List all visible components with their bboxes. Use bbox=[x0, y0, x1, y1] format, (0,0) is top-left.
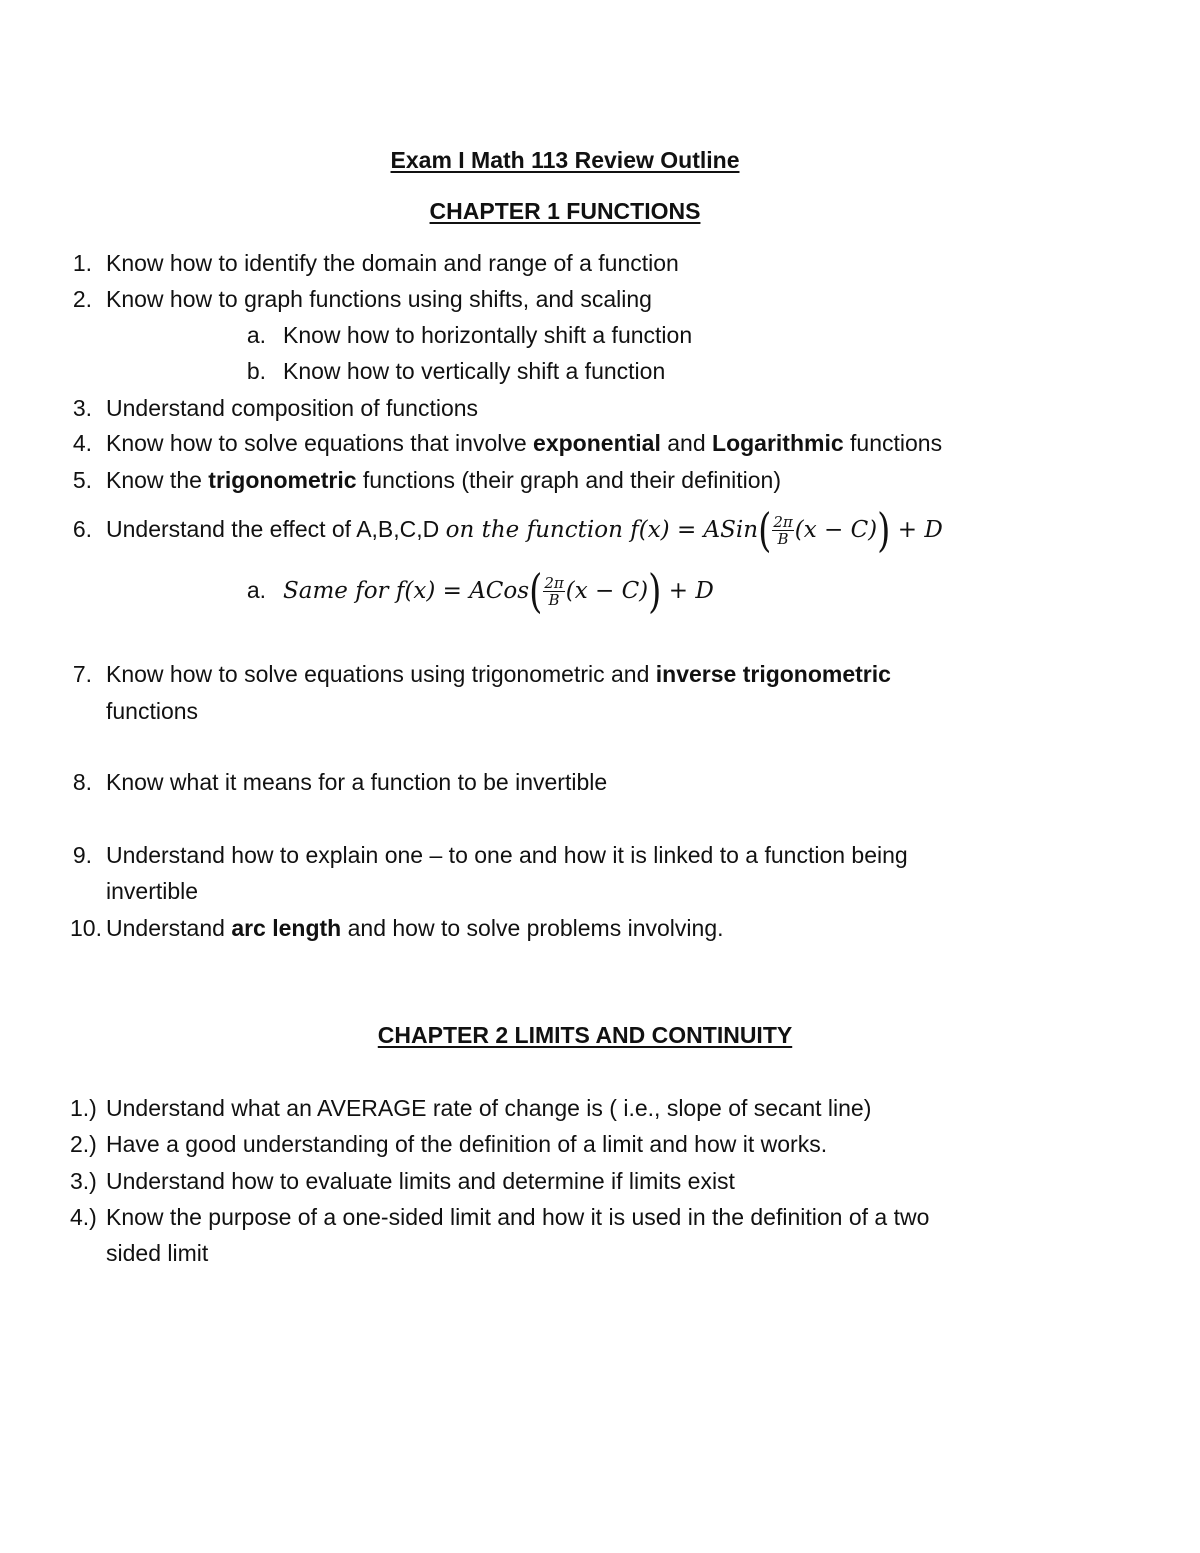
item-text: Know how to graph functions using shifts, and scaling bbox=[106, 286, 652, 312]
item-number: 6. bbox=[72, 516, 92, 542]
text-segment: Know how to solve equations that involve bbox=[106, 430, 534, 456]
item-number: 9. bbox=[72, 842, 92, 868]
right-paren: ) bbox=[648, 564, 662, 619]
item-text bbox=[106, 465, 781, 495]
chapter-2-heading bbox=[0, 1020, 1130, 1050]
math-segment: + D bbox=[661, 578, 714, 604]
fraction-denominator: B bbox=[548, 591, 560, 610]
chapter-1-heading-text: CHAPTER 1 FUNCTIONS bbox=[429, 198, 701, 224]
text-segment: functions bbox=[843, 430, 943, 456]
item-number: 8. bbox=[72, 769, 92, 795]
math-segment: (x) = ACos bbox=[404, 578, 530, 604]
item-number: 7. bbox=[72, 661, 92, 687]
item-text bbox=[106, 428, 942, 458]
bold-term-exponential: exponential bbox=[533, 430, 661, 456]
chapter-1-heading bbox=[0, 196, 1130, 226]
text-segment: Understand the effect of A,B,C,D bbox=[106, 516, 446, 542]
item-number: 10. bbox=[70, 915, 102, 941]
item-text: Know what it means for a function to be invertible bbox=[106, 769, 608, 795]
item-number: 5. bbox=[72, 467, 92, 493]
item-number: 3. bbox=[72, 395, 92, 421]
item-number: 1. bbox=[72, 250, 92, 276]
item-text: Have a good understanding of the definition of a limit and how it works. bbox=[106, 1131, 828, 1157]
item-number: 4.) bbox=[70, 1204, 97, 1230]
math-segment: Same for f bbox=[283, 578, 405, 604]
text-segment: Know how to solve equations using trigonometric and bbox=[106, 661, 656, 687]
text-segment: and how to solve problems involving. bbox=[341, 915, 724, 941]
item-text-formula-cos bbox=[283, 564, 714, 619]
item-text: Understand how to evaluate limits and determine if limits exist bbox=[106, 1168, 735, 1194]
math-segment: (x) = ASin bbox=[638, 517, 759, 543]
math-segment: on the function f bbox=[445, 517, 639, 543]
item-text bbox=[106, 659, 891, 689]
item-text-formula-sin bbox=[106, 503, 943, 558]
fraction bbox=[772, 514, 793, 547]
document-title: Exam I Math 113 Review Outline bbox=[390, 147, 740, 173]
item-letter: b. bbox=[246, 358, 266, 384]
item-text: Know how to horizontally shift a function bbox=[283, 322, 693, 348]
item-text: Know how to identify the domain and range of a function bbox=[106, 250, 679, 276]
bold-term-inverse-trigonometric: inverse trigonometric bbox=[655, 661, 891, 687]
chapter-2-heading-text: CHAPTER 2 LIMITS AND CONTINUITY bbox=[377, 1022, 793, 1048]
item-letter: a. bbox=[246, 577, 266, 603]
item-text bbox=[106, 913, 724, 943]
item-text: Know how to vertically shift a function bbox=[283, 358, 666, 384]
item-text-continuation: functions bbox=[106, 698, 199, 724]
math-segment: (x − C) bbox=[794, 517, 878, 543]
left-paren: ( bbox=[529, 564, 543, 619]
item-text-continuation: invertible bbox=[106, 878, 199, 904]
fraction-numerator: 2π bbox=[773, 513, 793, 532]
fraction-numerator: 2π bbox=[544, 574, 564, 593]
fraction-denominator: B bbox=[777, 530, 789, 549]
item-number: 1.) bbox=[70, 1095, 97, 1121]
item-number: 4. bbox=[72, 430, 92, 456]
item-letter: a. bbox=[246, 322, 266, 348]
item-text: Understand how to explain one – to one and how it is linked to a function being bbox=[106, 842, 908, 868]
text-segment: functions (their graph and their definition) bbox=[356, 467, 781, 493]
bold-term-logarithmic: Logarithmic bbox=[712, 430, 844, 456]
item-number: 3.) bbox=[70, 1168, 97, 1194]
right-paren: ) bbox=[877, 503, 891, 558]
bold-term-trigonometric: trigonometric bbox=[208, 467, 357, 493]
item-text: Understand what an AVERAGE rate of change is ( i.e., slope of secant line) bbox=[106, 1095, 872, 1121]
text-segment: and bbox=[660, 430, 713, 456]
item-number: 2.) bbox=[70, 1131, 97, 1157]
left-paren: ( bbox=[758, 503, 772, 558]
item-number: 2. bbox=[72, 286, 92, 312]
item-text: Understand composition of functions bbox=[106, 395, 479, 421]
text-segment: Know the bbox=[106, 467, 209, 493]
math-segment: + D bbox=[890, 517, 943, 543]
bold-term-arc-length: arc length bbox=[231, 915, 342, 941]
math-segment: (x − C) bbox=[565, 578, 649, 604]
item-text-continuation: sided limit bbox=[106, 1240, 209, 1266]
item-text: Know the purpose of a one-sided limit and how it is used in the definition of a two bbox=[106, 1204, 930, 1230]
fraction bbox=[543, 575, 564, 608]
text-segment: Understand bbox=[106, 915, 232, 941]
